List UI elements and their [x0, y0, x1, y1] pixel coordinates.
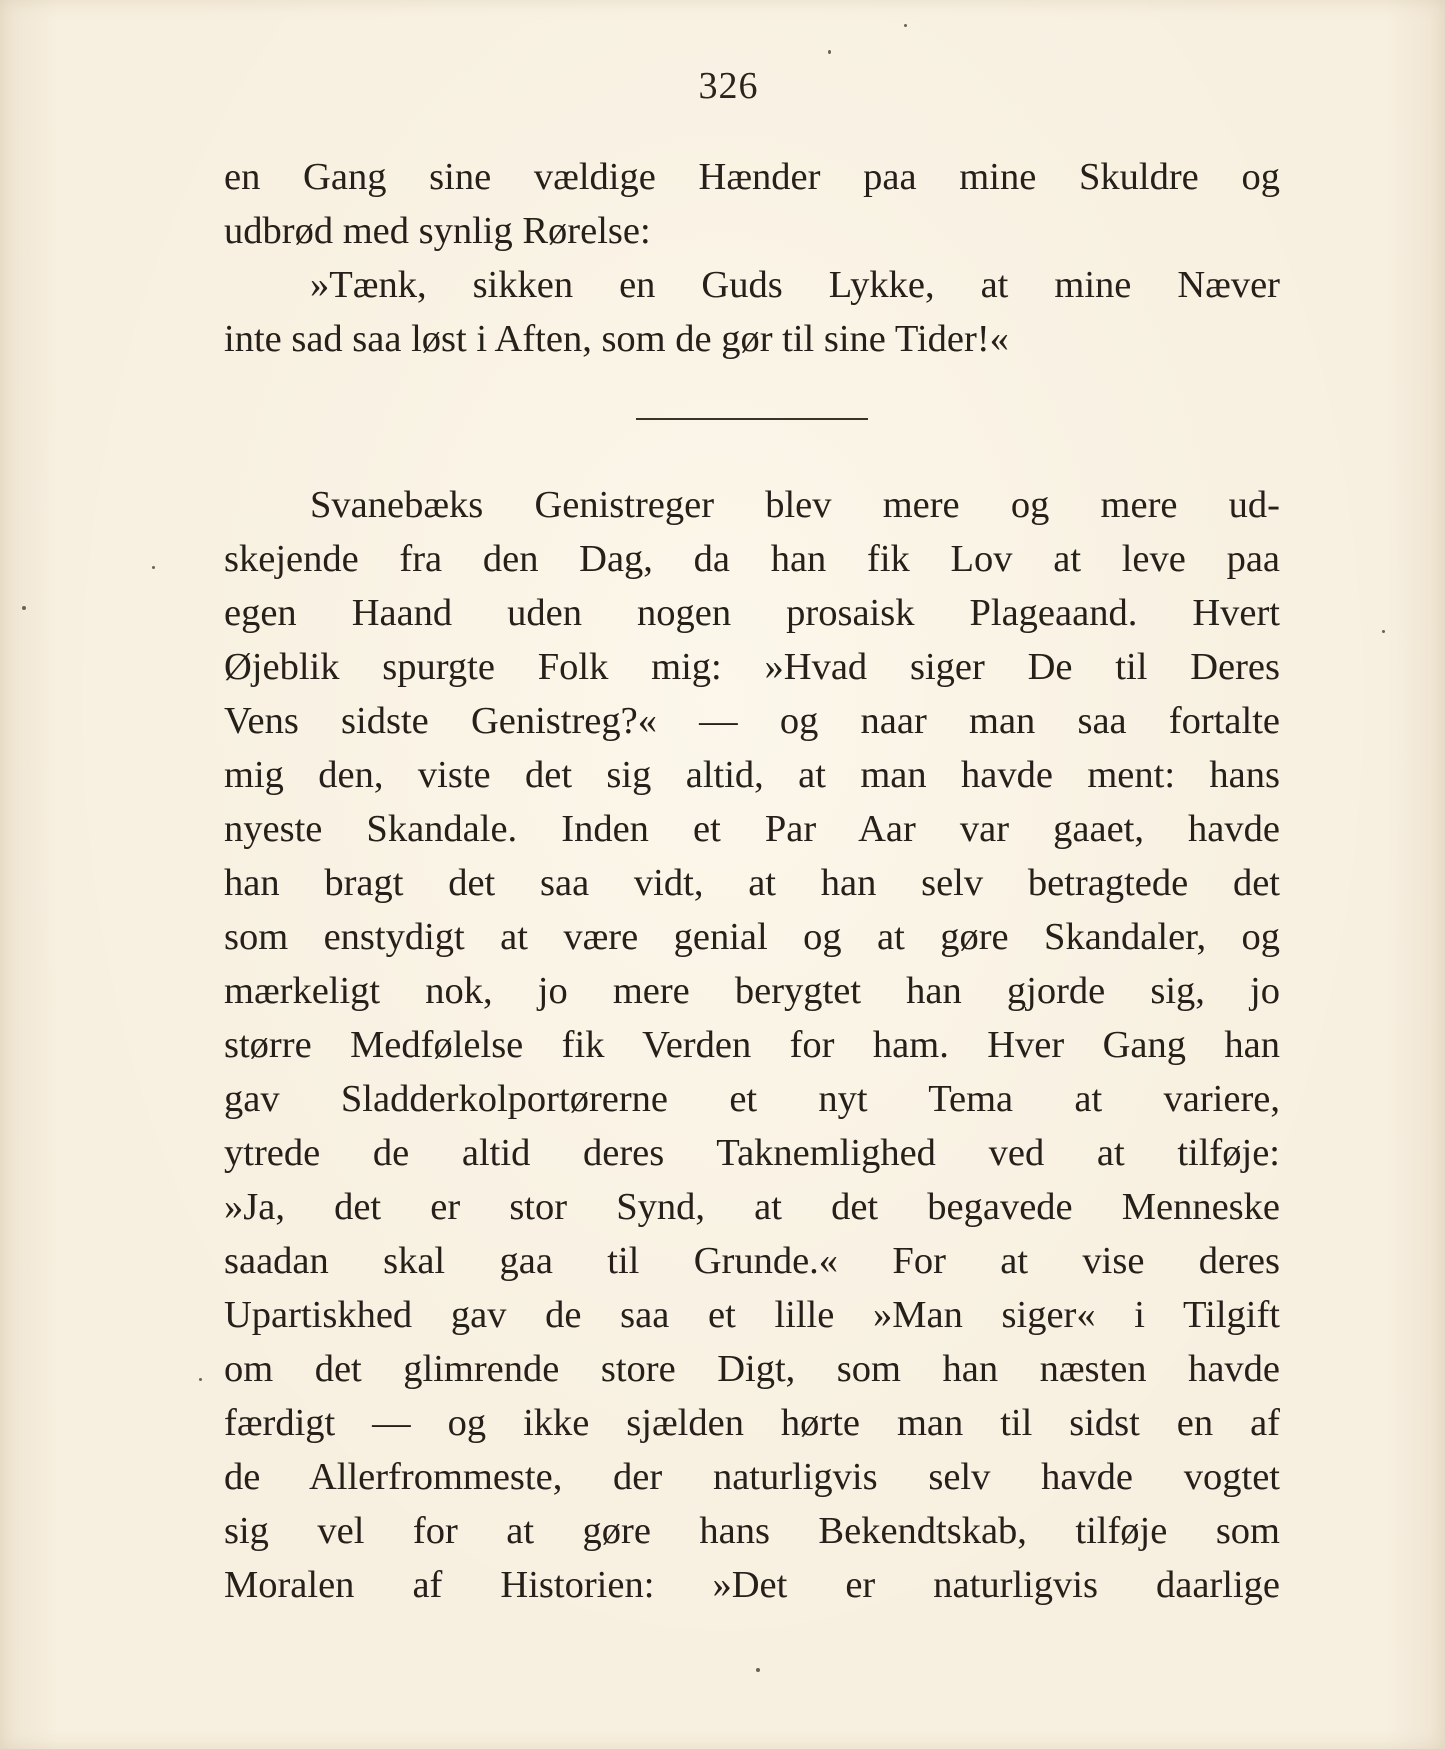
- text-line: en Gang sine vældige Hænder paa mine Skuldre og: [224, 156, 1280, 198]
- text-line: Vens sidste Genistreg?« — og naar man saa fortalte: [224, 700, 1280, 742]
- text-line: egen Haand uden nogen prosaisk Plageaand. Hvert: [224, 592, 1280, 634]
- text-line: Upartiskhed gav de saa et lille »Man siger« i Tilgift: [224, 1294, 1280, 1336]
- text-line: Moralen af Historien: »Det er naturligvis daarlige: [224, 1564, 1280, 1606]
- text-line: Svanebæks Genistreger blev mere og mere ud-: [310, 484, 1280, 526]
- text-line: de Allerfrommeste, der naturligvis selv havde vogtet: [224, 1456, 1280, 1498]
- paper-speck: [828, 50, 831, 54]
- paper-speck: [152, 566, 155, 569]
- paper-speck: [756, 1668, 760, 1672]
- paragraph-continued: [224, 150, 1280, 366]
- paper-speck: [22, 606, 26, 610]
- text-line: inte sad saa løst i Aften, som de gør til sine Tider!«: [224, 318, 1009, 360]
- text-line: Øjeblik spurgte Folk mig: »Hvad siger De til Deres: [224, 646, 1280, 688]
- text-line: om det glimrende store Digt, som han næsten havde: [224, 1348, 1280, 1390]
- text-line: »Ja, det er stor Synd, at det begavede Menneske: [224, 1186, 1280, 1228]
- section-divider: [636, 418, 868, 420]
- paper-speck: [904, 24, 907, 27]
- text-line: ytrede de altid deres Taknemlighed ved at tilføje:: [224, 1132, 1280, 1174]
- text-line: færdigt — og ikke sjælden hørte man til sidst en af: [224, 1402, 1280, 1444]
- paragraph-main: [224, 478, 1280, 1612]
- text-line: som enstydigt at være genial og at gøre Skandaler, og: [224, 916, 1280, 958]
- text-line: udbrød med synlig Rørelse:: [224, 210, 651, 252]
- text-line: sig vel for at gøre hans Bekendtskab, tilføje som: [224, 1510, 1280, 1552]
- text-line: skejende fra den Dag, da han fik Lov at leve paa: [224, 538, 1280, 580]
- text-line: saadan skal gaa til Grunde.« For at vise deres: [224, 1240, 1280, 1282]
- text-line: mig den, viste det sig altid, at man havde ment: hans: [224, 754, 1280, 796]
- text-line: gav Sladderkolportørerne et nyt Tema at variere,: [224, 1078, 1280, 1120]
- text-line: »Tænk, sikken en Guds Lykke, at mine Næver: [310, 264, 1280, 306]
- paper-speck: [1382, 630, 1385, 633]
- text-line: nyeste Skandale. Inden et Par Aar var gaaet, havde: [224, 808, 1280, 850]
- text-line: han bragt det saa vidt, at han selv betragtede det: [224, 862, 1280, 904]
- text-line: mærkeligt nok, jo mere berygtet han gjorde sig, jo: [224, 970, 1280, 1012]
- page-number: 326: [698, 65, 759, 107]
- text-line: større Medfølelse fik Verden for ham. Hver Gang han: [224, 1024, 1280, 1066]
- paper-speck: [199, 1378, 202, 1381]
